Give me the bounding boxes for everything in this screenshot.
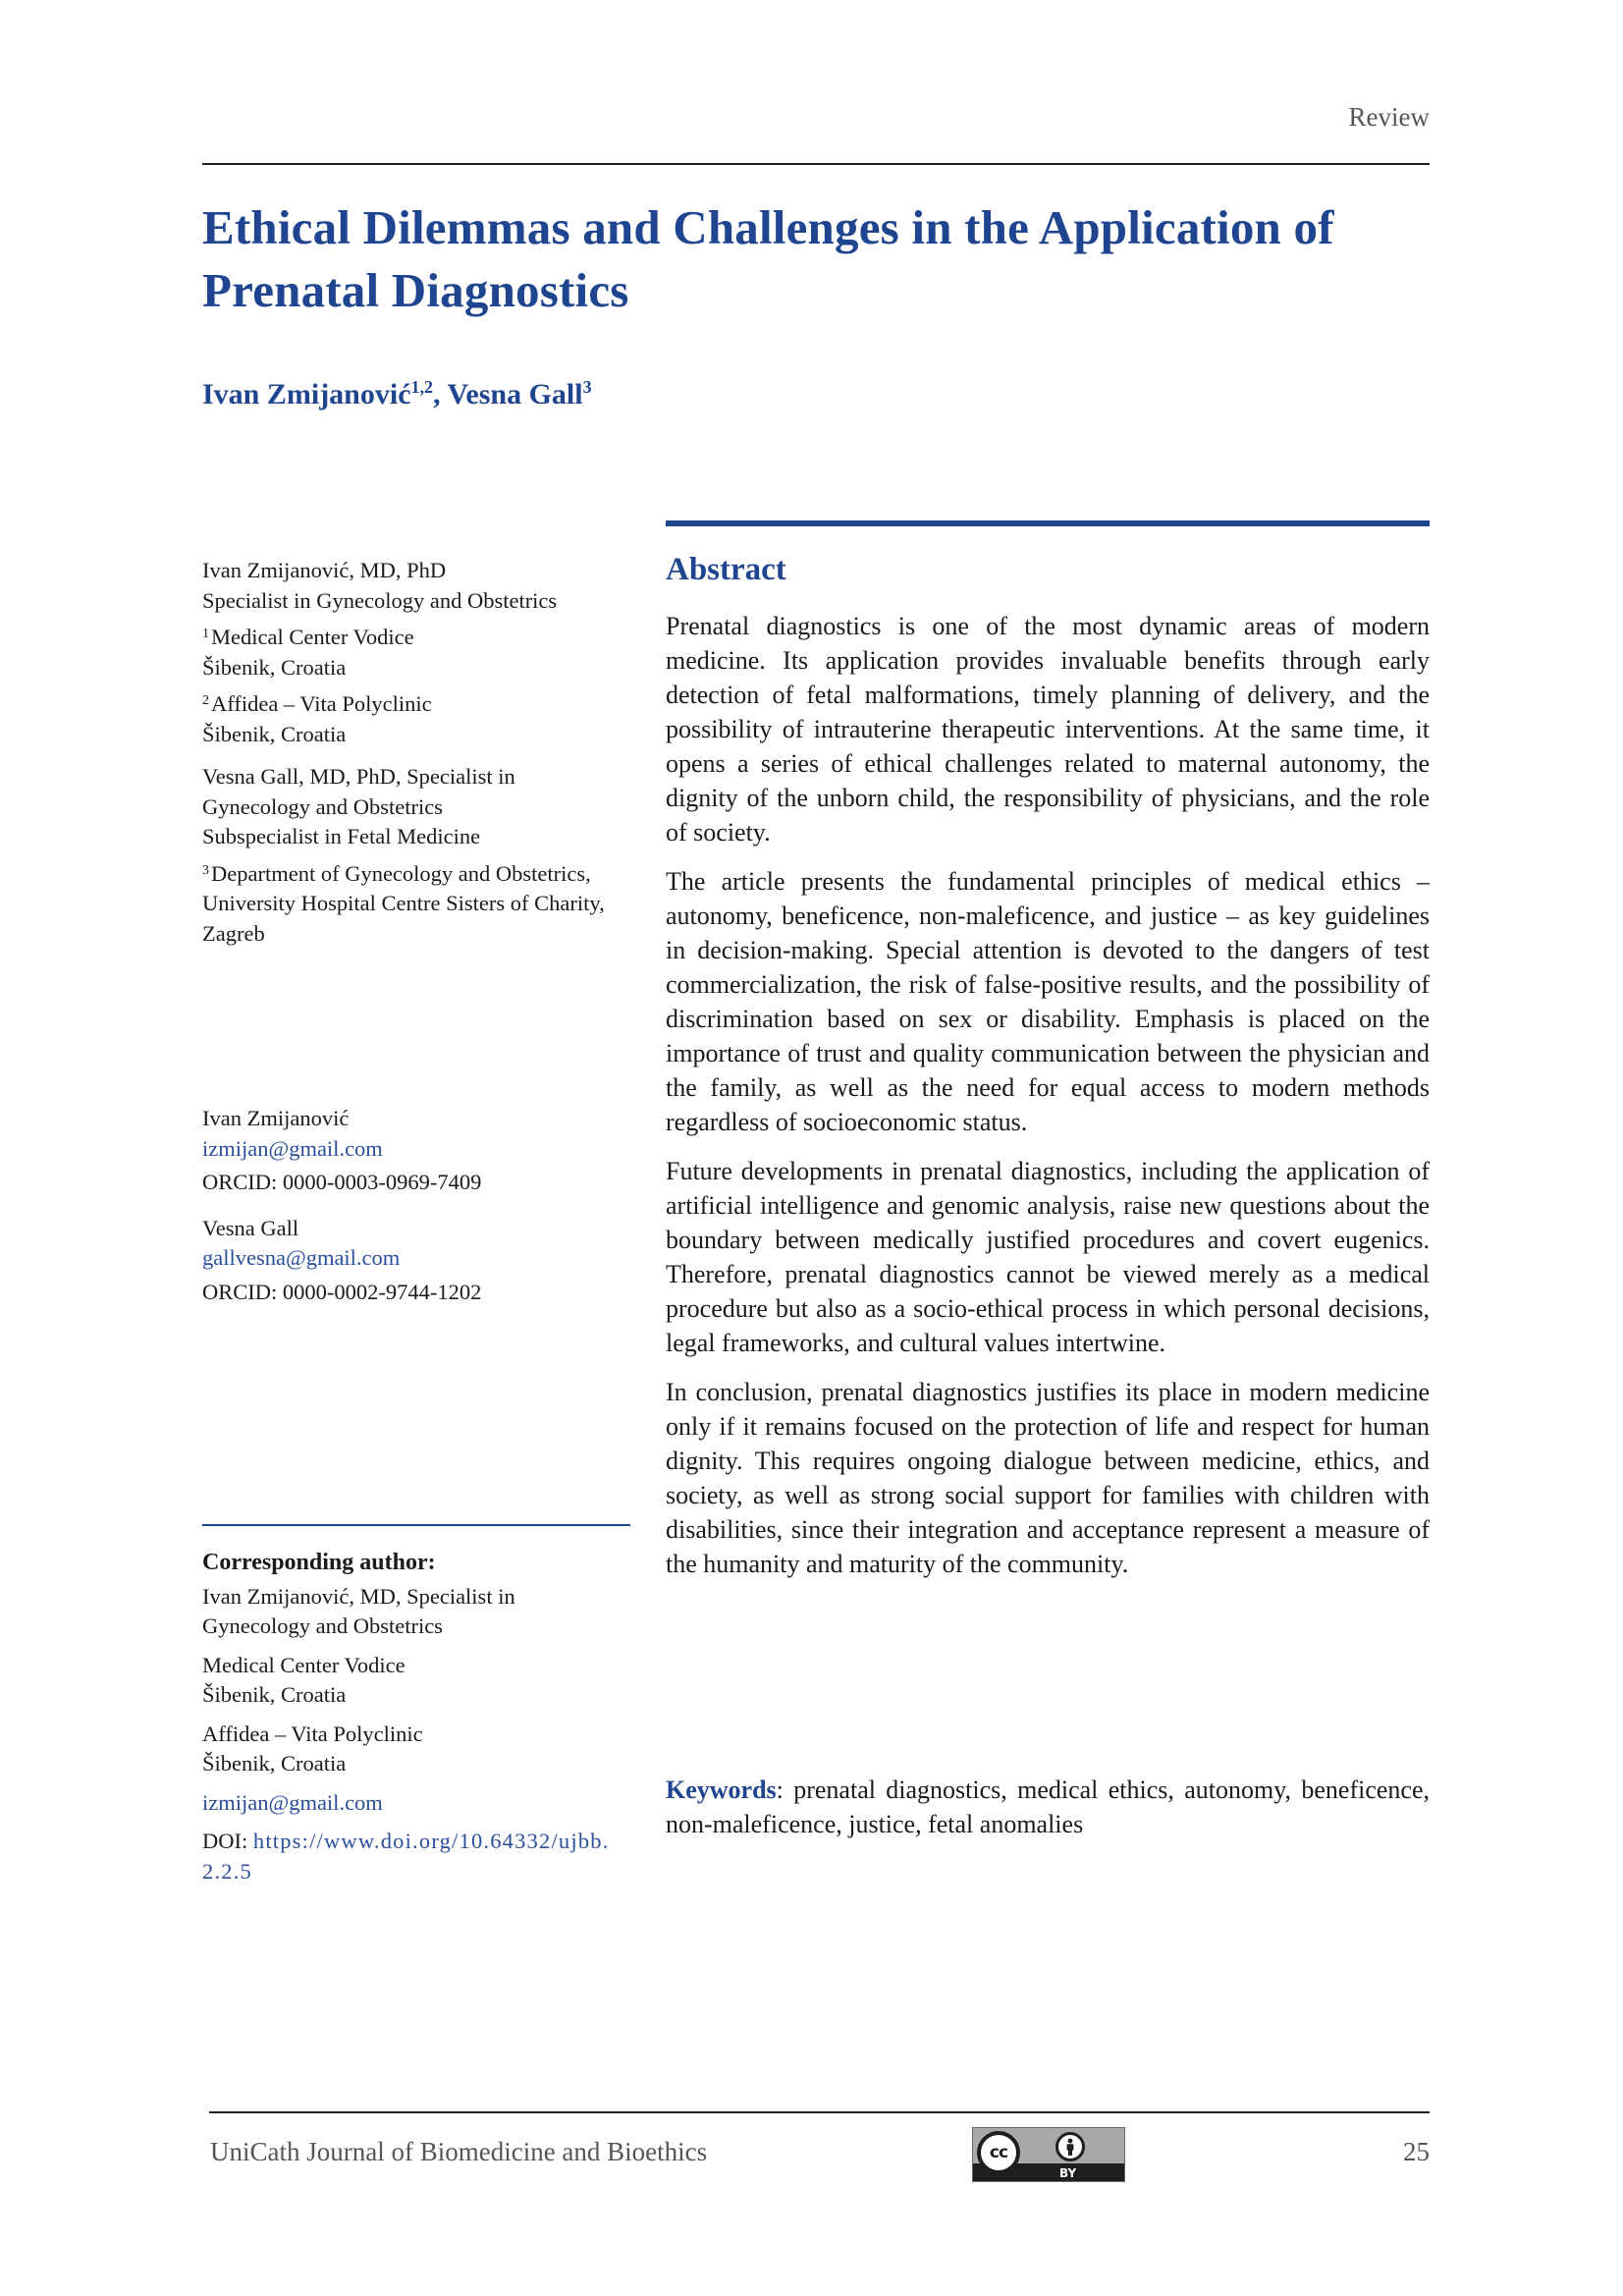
corresponding-email-link[interactable]: izmijan@gmail.com xyxy=(202,1789,383,1815)
attribution-person-icon xyxy=(1055,2132,1085,2161)
affiliation-line: Affidea – Vita Polyclinic xyxy=(202,1721,423,1746)
author-detail-line: Specialist in Gynecology and Obstetrics xyxy=(202,587,558,613)
abstract-divider xyxy=(666,520,1430,526)
contact-name: Vesna Gall xyxy=(202,1215,299,1240)
author-separator: , xyxy=(433,378,448,410)
contact-orcid: ORCID: 0000-0003-0969-7409 xyxy=(202,1170,482,1194)
keywords-label: Keywords xyxy=(666,1776,777,1804)
article-title: Ethical Dilemmas and Challenges in the Application of Prenatal Diagnostics xyxy=(202,200,1334,317)
corresponding-author-heading: Corresponding author: xyxy=(202,1550,436,1575)
affiliation-block xyxy=(202,689,634,749)
author-detail-line: Subspecialist in Fetal Medicine xyxy=(202,824,481,848)
contact-block xyxy=(202,1214,634,1308)
journal-name: UniCath Journal of Biomedicine and Bioethics xyxy=(210,2137,708,2166)
author-list xyxy=(202,378,592,411)
affiliation-block xyxy=(202,623,634,683)
affiliation-line: Šibenik, Croatia xyxy=(202,1751,347,1776)
affiliation-line: Šibenik, Croatia xyxy=(202,1682,347,1707)
affiliation-line: Medical Center Vodice xyxy=(211,625,414,649)
author-details xyxy=(202,556,634,956)
affiliation-block xyxy=(202,859,639,950)
author-detail-block xyxy=(202,762,615,852)
cc-by-license-icon[interactable] xyxy=(972,2127,1125,2182)
abstract-paragraph: Future developments in prenatal diagnostics, including the application of artificial intelligence and genomic analysis, raise new questions about the boundary between medically justified procedures and covert eugenics. Therefore, prenatal diagnostics cannot be viewed merely as a medical procedure but also as a socio-ethical process in which personal decisions, legal frameworks, and cultural values intertwine. xyxy=(666,1157,1430,1357)
affiliation-line: Medical Center Vodice xyxy=(202,1652,406,1677)
keywords-list: prenatal diagnostics, medical ethics, autonomy, beneficence, non-maleficence, justice, fetal anomalies xyxy=(666,1776,1430,1838)
page-number: 25 xyxy=(1403,2137,1430,2166)
corresponding-affiliation xyxy=(202,1720,634,1779)
abstract-body xyxy=(666,609,1430,1596)
author-affiliation-marks: 3 xyxy=(582,377,592,397)
author-detail-line: Vesna Gall, MD, PhD, Specialist in Gynecology and Obstetrics xyxy=(202,764,515,819)
contact-email-link[interactable]: gallvesna@gmail.com xyxy=(202,1245,401,1270)
cc-icon: cc xyxy=(977,2131,1020,2174)
affiliation-number: 2 xyxy=(202,693,209,708)
doi-label: DOI: xyxy=(202,1829,253,1853)
author-detail-block xyxy=(202,556,634,616)
author-detail-line: Ivan Zmijanović, MD, PhD xyxy=(202,558,447,582)
affiliation-line: Affidea – Vita Polyclinic xyxy=(211,691,432,716)
corresponding-affiliation xyxy=(202,1651,634,1711)
contact-name: Ivan Zmijanović xyxy=(202,1106,350,1130)
abstract-heading: Abstract xyxy=(666,552,786,587)
author-affiliation-marks: 1,2 xyxy=(410,377,434,397)
corresponding-author xyxy=(202,1548,634,1895)
sidebar-divider xyxy=(202,1524,630,1526)
abstract-paragraph: In conclusion, prenatal diagnostics justifies its place in modern medicine only if it remains focused on the protection of life and respect for human dignity. This requires ongoing dialogue between medicine, ethics, and society, as well as strong social support for families with children with disabilities, since their integration and acceptance represent a measure of the humanity and maturity of the community. xyxy=(666,1378,1430,1578)
corresponding-author-name: Ivan Zmijanović, MD, Specialist in Gynecology and Obstetrics xyxy=(202,1583,515,1638)
doi-link[interactable]: https://www.doi.org/10.64332/ujbb.2.2.5 xyxy=(202,1829,610,1884)
author-name: Vesna Gall xyxy=(447,378,583,410)
affiliation-number: 1 xyxy=(202,627,209,641)
contact-email-link[interactable]: izmijan@gmail.com xyxy=(202,1135,383,1161)
doi xyxy=(202,1827,624,1886)
abstract-paragraph: Prenatal diagnostics is one of the most dynamic areas of modern medicine. Its application provides invaluable benefits through early detection of fetal malformations, timely planning of delivery, and the possibility of intrauterine therapeutic interventions. At the same time, it opens a series of ethical challenges related to maternal autonomy, the dignity of the unborn child, the responsibility of physicians, and the role of society. xyxy=(666,612,1430,847)
author-name: Ivan Zmijanović xyxy=(202,378,411,410)
affiliation-line: Department of Gynecology and Obstetrics, University Hospital Centre Sisters of Charity, Zagreb xyxy=(202,860,605,946)
affiliation-number: 3 xyxy=(202,862,209,878)
article-type-label: Review xyxy=(1348,102,1430,132)
keywords-separator: : xyxy=(776,1776,794,1804)
keywords xyxy=(666,1773,1430,1841)
contact-orcid: ORCID: 0000-0002-9744-1202 xyxy=(202,1279,482,1304)
footer-divider xyxy=(209,2111,1430,2113)
affiliation-line: Šibenik, Croatia xyxy=(202,654,347,680)
contact-block xyxy=(202,1104,634,1198)
abstract-paragraph: The article presents the fundamental principles of medical ethics – autonomy, beneficence, non-maleficence, and justice – as key guidelines in decision-making. Special attention is devoted to the dangers of test commercialization, the risk of false-positive results, and the possibility of discrimination based on sex or disability. Emphasis is placed on the importance of trust and quality communication between the physician and the family, as well as the need for equal access to modern methods regardless of socioeconomic status. xyxy=(666,867,1430,1136)
header-divider xyxy=(202,163,1430,165)
affiliation-line: Šibenik, Croatia xyxy=(202,721,347,746)
author-contacts xyxy=(202,1104,634,1315)
by-label: BY xyxy=(1059,2166,1077,2180)
